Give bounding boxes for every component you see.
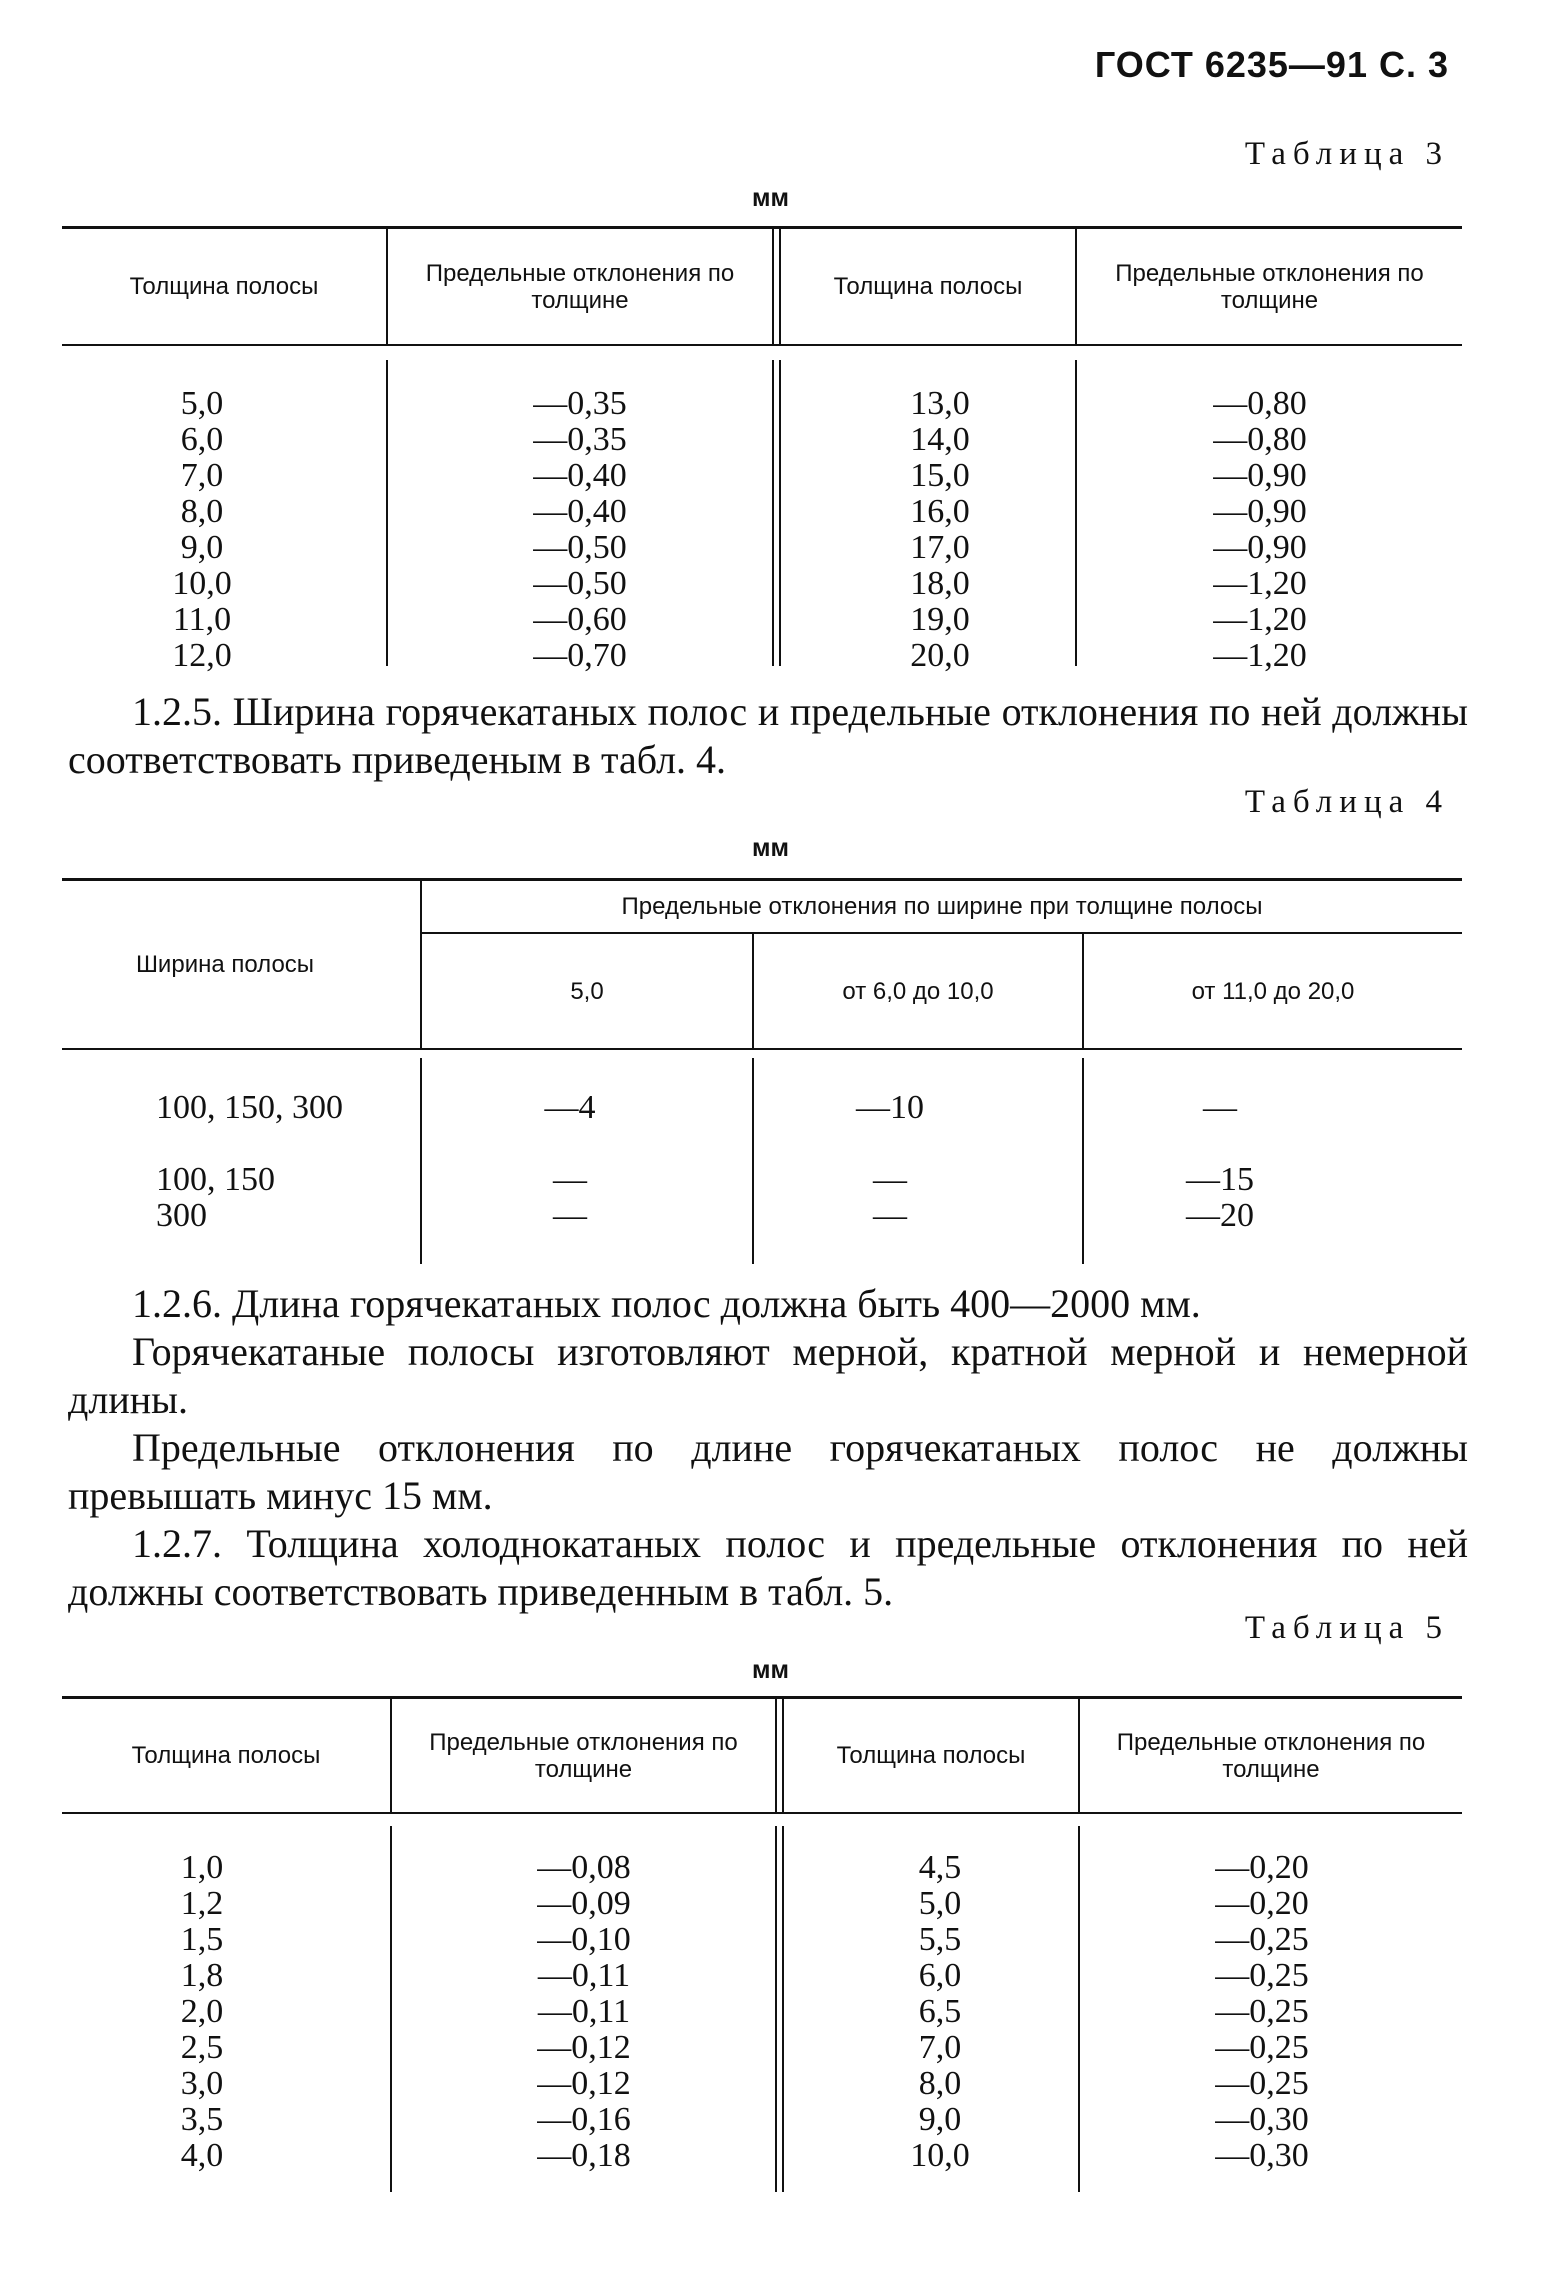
- table4-cell: —15: [1186, 1161, 1254, 1198]
- table5-cell: —0,12: [537, 2065, 631, 2102]
- table5-cell: 2,0: [180, 1993, 224, 2030]
- table5-label: Таблица 5: [1244, 1610, 1449, 1646]
- table3-divider: [779, 360, 781, 666]
- table5-cell: 4,0: [180, 2137, 224, 2174]
- table3-cell: 5,0: [180, 385, 224, 422]
- table5-col-deviation: [1112, 1850, 1412, 2174]
- table5-cell: 1,5: [180, 1921, 224, 1958]
- table4-cell: —10: [856, 1089, 924, 1126]
- table5-cell: 2,5: [180, 2029, 224, 2066]
- table5-cell: 1,8: [180, 1957, 224, 1994]
- table3-cell: 10,0: [172, 565, 232, 602]
- table3-header-rule: [62, 344, 1462, 346]
- table3-cell: —0,35: [533, 385, 627, 422]
- paragraph-manufacture: [68, 1328, 1468, 1424]
- table4-cell: —: [873, 1161, 907, 1198]
- paragraph-length-deviation: [68, 1424, 1468, 1520]
- table5-cell: 6,5: [918, 1993, 962, 2030]
- table3-cell: 18,0: [910, 565, 970, 602]
- table3-col-deviation: [1110, 386, 1410, 674]
- table3-cell: —0,60: [533, 601, 627, 638]
- table5-header-deviation: Предельные отклонения по толщине: [1116, 1728, 1426, 1783]
- table3-cell: —0,70: [533, 637, 627, 674]
- table5-cell: —0,25: [1215, 1921, 1309, 1958]
- table3-divider: [386, 360, 388, 666]
- table3-label: Таблица 3: [1244, 136, 1449, 172]
- table3-cell: —0,90: [1213, 529, 1307, 566]
- table3-cell: —0,50: [533, 529, 627, 566]
- table4-header-rule: [62, 1048, 1462, 1050]
- paragraph-text: Предельные отклонения по длине горячекатаных полос не должны превышать минус 15 мм.: [68, 1425, 1468, 1518]
- paragraph-1-2-5: [68, 688, 1468, 784]
- table3-cell: 15,0: [910, 457, 970, 494]
- table3-header-deviation: Предельные отклонения по толщине: [425, 259, 735, 314]
- table5-cell: 10,0: [910, 2137, 970, 2174]
- table3-cell: —0,35: [533, 421, 627, 458]
- table5-divider: [782, 1826, 784, 2192]
- table5-cell: —0,25: [1215, 1957, 1309, 1994]
- table4-cell: —4: [544, 1089, 596, 1126]
- table4-cell-width: 100, 150, 300: [156, 1089, 343, 1126]
- table4-subheader: от 6,0 до 10,0: [842, 977, 994, 1005]
- paragraph-text: 1.2.7. Толщина холоднокатаных полос и предельные отклонения по ней должны соответствовать приведенным в табл. 5.: [68, 1521, 1468, 1614]
- table5-cell: —0,30: [1215, 2137, 1309, 2174]
- table5-cell: 6,0: [918, 1957, 962, 1994]
- table5-cell: 7,0: [918, 2029, 962, 2066]
- table5-cell: —0,16: [537, 2101, 631, 2138]
- table5-header-thickness: Толщина полосы: [131, 1742, 321, 1769]
- table3-header-thickness: Толщина полосы: [129, 273, 319, 300]
- table5-cell: —0,08: [537, 1849, 631, 1886]
- table5-cell: —0,12: [537, 2029, 631, 2066]
- table3-col-thickness: [800, 386, 1080, 674]
- table4-divider: [1082, 1058, 1084, 1264]
- table3-cell: 14,0: [910, 421, 970, 458]
- table3-col-thickness: [62, 386, 342, 674]
- table5-header-deviation: Предельные отклонения по толщине: [429, 1728, 738, 1783]
- table5-divider: [775, 1699, 777, 1812]
- table4-divider: [420, 1058, 422, 1264]
- table5-cell: —0,11: [537, 1957, 631, 1994]
- table5-cell: —0,30: [1215, 2101, 1309, 2138]
- table5-cell: 8,0: [918, 2065, 962, 2102]
- table3-cell: —0,80: [1213, 421, 1307, 458]
- table3-cell: 17,0: [910, 529, 970, 566]
- table3-divider: [772, 360, 774, 666]
- table4-header-group: Предельные отклонения по ширине при толщине полосы: [621, 893, 1263, 920]
- table5-unit: мм: [752, 1656, 789, 1684]
- table5-cell: —0,25: [1215, 1993, 1309, 2030]
- table3-cell: —0,80: [1213, 385, 1307, 422]
- table4-subheader: 5,0: [570, 977, 604, 1005]
- table3-cell: —0,90: [1213, 493, 1307, 530]
- table3-cell: 13,0: [910, 385, 970, 422]
- table5-cell: —0,09: [537, 1885, 631, 1922]
- table3-cell: —0,50: [533, 565, 627, 602]
- table3-divider: [772, 229, 774, 345]
- table5-cell: 5,5: [918, 1921, 962, 1958]
- table5-cell: 1,0: [180, 1849, 224, 1886]
- page-header: ГОСТ 6235—91 С. 3: [1094, 44, 1449, 85]
- table4-cell: —: [873, 1197, 907, 1234]
- table4-cell: —: [1203, 1089, 1237, 1126]
- table5-cell: —0,20: [1215, 1885, 1309, 1922]
- table5-header-rule: [62, 1812, 1462, 1814]
- table3-cell: —0,40: [533, 457, 627, 494]
- table5-cell: —0,25: [1215, 2065, 1309, 2102]
- table3-cell: 16,0: [910, 493, 970, 530]
- table5-cell: —0,20: [1215, 1849, 1309, 1886]
- table5-cell: 3,0: [180, 2065, 224, 2102]
- table4-unit: мм: [752, 834, 789, 862]
- table5-cell: 5,0: [918, 1885, 962, 1922]
- table3-cell: —0,40: [533, 493, 627, 530]
- table4-label: Таблица 4: [1244, 784, 1449, 820]
- paragraph-text: 1.2.6. Длина горячекатаных полос должна быть 400—2000 мм.: [132, 1281, 1201, 1326]
- table3-cell: —1,20: [1213, 601, 1307, 638]
- table3-cell: 11,0: [172, 601, 232, 638]
- table3-cell: 12,0: [172, 637, 232, 674]
- table3-cell: 6,0: [180, 421, 224, 458]
- table5-divider: [775, 1826, 777, 2192]
- paragraph-1-2-6: [68, 1280, 1468, 1328]
- table5-cell: 4,5: [918, 1849, 962, 1886]
- paragraph-1-2-7: [68, 1520, 1468, 1616]
- table5-cell: 3,5: [180, 2101, 224, 2138]
- table5-cell: 1,2: [180, 1885, 224, 1922]
- table4-cell: —: [553, 1161, 587, 1198]
- paragraph-text: Горячекатаные полосы изготовляют мерной, кратной мерной и немерной длины.: [68, 1329, 1468, 1422]
- table4-header-width: Ширина полосы: [135, 951, 315, 978]
- table3-cell: 19,0: [910, 601, 970, 638]
- table3-cell: —1,20: [1213, 637, 1307, 674]
- table5-col-deviation: [434, 1850, 734, 2174]
- table3-col-deviation: [430, 386, 730, 674]
- table5-col-thickness: [62, 1850, 342, 2174]
- table5-col-thickness: [800, 1850, 1080, 2174]
- table5-cell: —0,25: [1215, 2029, 1309, 2066]
- paragraph-text: 1.2.5. Ширина горячекатаных полос и предельные отклонения по ней должны соответствовать приведеным в табл. 4.: [68, 689, 1468, 782]
- table3-header-thickness: Толщина полосы: [833, 273, 1023, 300]
- table4-cell: —20: [1186, 1197, 1254, 1234]
- table4-subheader: от 11,0 до 20,0: [1191, 977, 1355, 1005]
- table3-header-deviation: Предельные отклонения по толщине: [1115, 259, 1424, 314]
- table5-cell: —0,18: [537, 2137, 631, 2174]
- table5-cell: —0,11: [537, 1993, 631, 2030]
- table5-header-thickness: Толщина полосы: [836, 1742, 1026, 1769]
- table3-cell: 8,0: [180, 493, 224, 530]
- table5-cell: —0,10: [537, 1921, 631, 1958]
- table4-divider: [752, 1058, 754, 1264]
- table3-cell: —0,90: [1213, 457, 1307, 494]
- table4-cell-width: 100, 150: [156, 1161, 275, 1198]
- table3-cell: 7,0: [180, 457, 224, 494]
- table3-unit: мм: [752, 184, 789, 212]
- table4-cell: —: [553, 1197, 587, 1234]
- table5-divider: [390, 1826, 392, 2192]
- table5-cell: 9,0: [918, 2101, 962, 2138]
- table4-cell-width: 300: [156, 1197, 207, 1234]
- table3-cell: 9,0: [180, 529, 224, 566]
- table3-cell: —1,20: [1213, 565, 1307, 602]
- table3-cell: 20,0: [910, 637, 970, 674]
